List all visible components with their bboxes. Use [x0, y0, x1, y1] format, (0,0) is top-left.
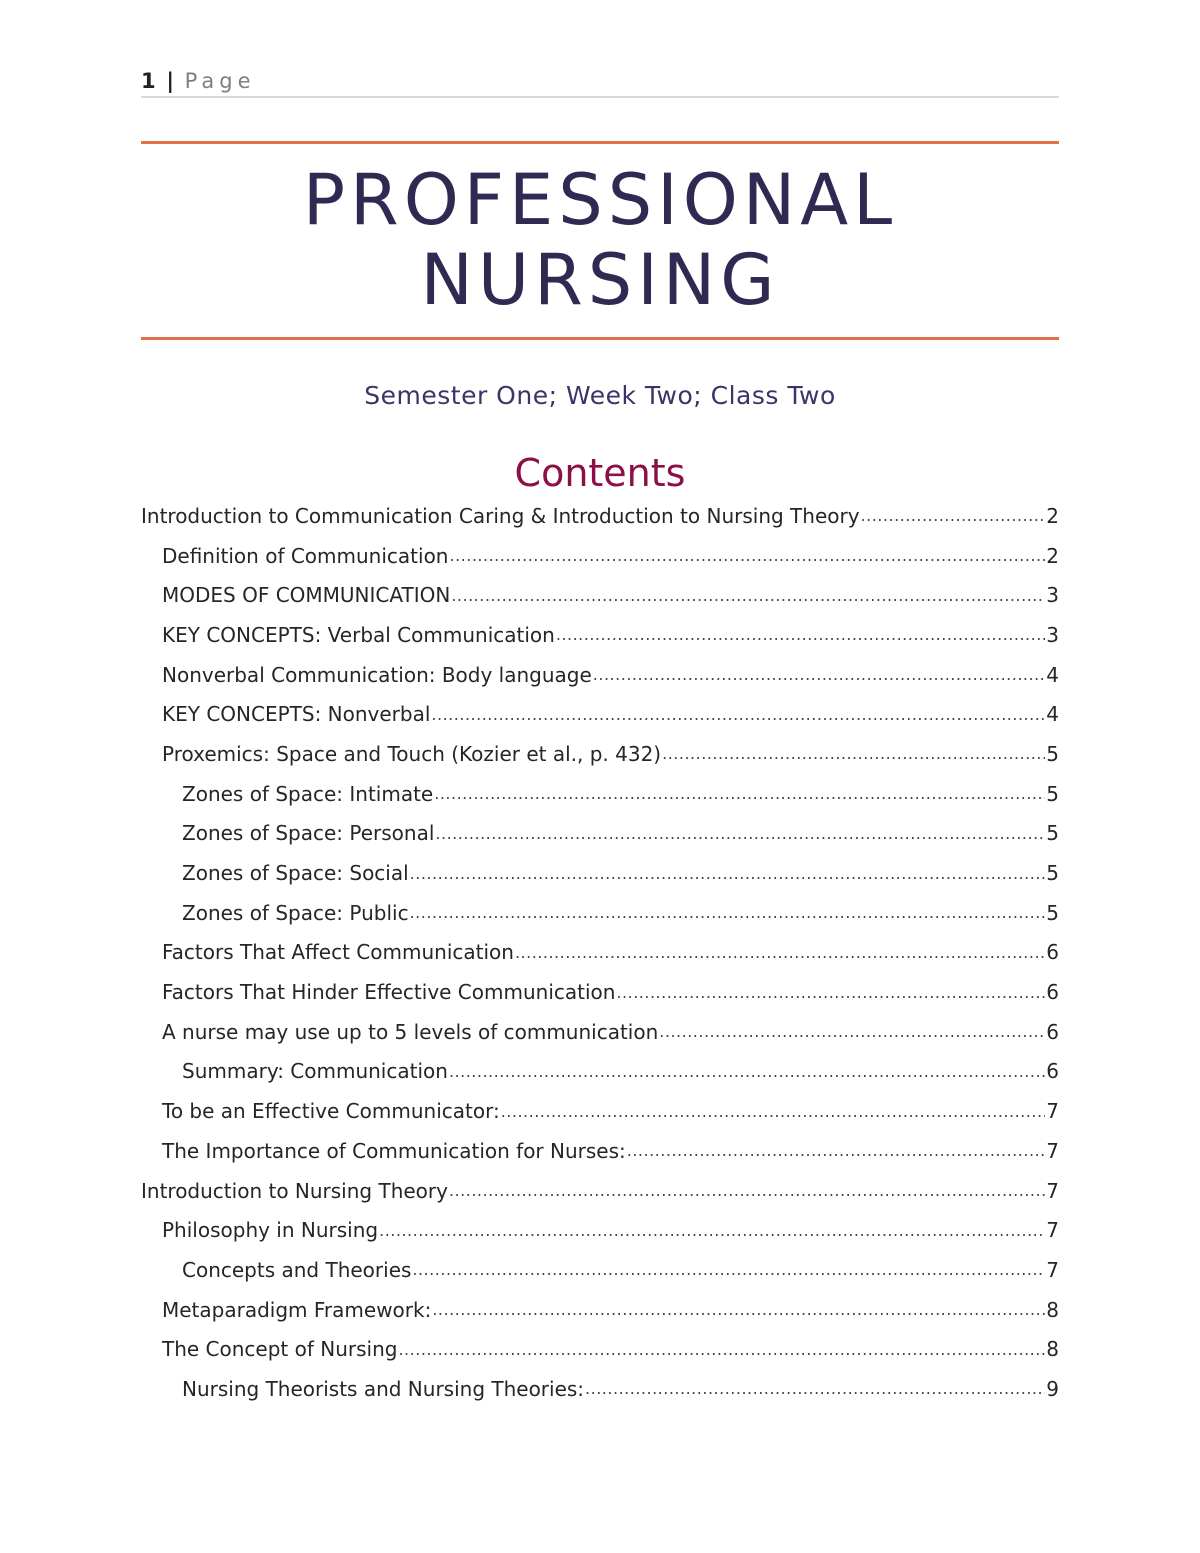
toc-entry-text[interactable]: Factors That Affect Communication [162, 940, 514, 965]
toc-entry-page[interactable]: 6 [1046, 940, 1059, 965]
toc-entry-text[interactable]: KEY CONCEPTS: Nonverbal [162, 702, 431, 727]
toc-entry-text[interactable]: Zones of Space: Personal [182, 821, 435, 846]
table-of-contents [141, 496, 1059, 1409]
toc-dot-leader [432, 1300, 1045, 1319]
toc-entry-text[interactable]: MODES OF COMMUNICATION [162, 583, 451, 608]
toc-dot-leader [410, 903, 1046, 922]
toc-entry-text[interactable]: Nonverbal Communication: Body language [162, 662, 592, 687]
toc-entry-text[interactable]: The Concept of Nursing [162, 1337, 398, 1362]
toc-entry[interactable] [141, 814, 1059, 854]
toc-entry-text[interactable]: Zones of Space: Public [182, 900, 409, 925]
toc-dot-leader [449, 546, 1045, 565]
toc-entry-page[interactable]: 7 [1046, 1218, 1059, 1243]
toc-dot-leader [515, 943, 1045, 962]
toc-entry-page[interactable]: 5 [1046, 861, 1059, 886]
page-header [141, 66, 1059, 98]
toc-entry-page[interactable]: 5 [1046, 900, 1059, 925]
toc-entry[interactable] [141, 1210, 1059, 1250]
toc-entry-page[interactable]: 6 [1046, 1019, 1059, 1044]
toc-entry[interactable] [141, 972, 1059, 1012]
toc-dot-leader [449, 1181, 1045, 1200]
toc-dot-leader [861, 506, 1046, 525]
toc-entry[interactable] [141, 1131, 1059, 1171]
toc-entry-page[interactable]: 9 [1046, 1376, 1059, 1401]
toc-dot-leader [434, 784, 1045, 803]
toc-entry-text[interactable]: Nursing Theorists and Nursing Theories: [182, 1376, 585, 1401]
page-word: Page [184, 69, 256, 93]
toc-entry-text[interactable]: Philosophy in Nursing [162, 1218, 379, 1243]
page-separator: | [166, 69, 174, 93]
toc-entry[interactable] [141, 575, 1059, 615]
toc-dot-leader [410, 864, 1046, 883]
toc-entry-page[interactable]: 2 [1046, 503, 1059, 528]
toc-entry-text[interactable]: Zones of Space: Intimate [182, 781, 434, 806]
toc-dot-leader [616, 983, 1045, 1002]
toc-entry-text[interactable]: Introduction to Communication Caring & Introduction to Nursing Theory [141, 503, 860, 528]
toc-entry[interactable] [141, 933, 1059, 973]
toc-entry[interactable] [141, 1052, 1059, 1092]
toc-entry[interactable] [141, 1171, 1059, 1211]
toc-entry-page[interactable]: 7 [1046, 1138, 1059, 1163]
toc-entry-page[interactable]: 6 [1046, 980, 1059, 1005]
toc-dot-leader [659, 1022, 1045, 1041]
toc-entry[interactable] [141, 1091, 1059, 1131]
toc-entry-page[interactable]: 7 [1046, 1178, 1059, 1203]
toc-dot-leader [593, 665, 1045, 684]
toc-dot-leader [501, 1102, 1046, 1121]
toc-dot-leader [398, 1340, 1045, 1359]
toc-entry-text[interactable]: Proxemics: Space and Touch (Kozier et al., p. 432) [162, 741, 662, 766]
toc-entry-text[interactable]: Zones of Space: Social [182, 861, 409, 886]
toc-entry-page[interactable]: 7 [1046, 1257, 1059, 1282]
toc-entry-page[interactable]: 6 [1046, 1059, 1059, 1084]
toc-entry-text[interactable]: Metaparadigm Framework: [162, 1297, 432, 1322]
toc-entry-page[interactable]: 7 [1046, 1099, 1059, 1124]
toc-entry[interactable] [141, 536, 1059, 576]
toc-dot-leader [431, 705, 1045, 724]
toc-entry[interactable] [141, 1012, 1059, 1052]
document-title [141, 160, 1059, 320]
toc-entry[interactable] [141, 1290, 1059, 1330]
title-line-2: NURSING [420, 239, 780, 321]
toc-entry-text[interactable]: Introduction to Nursing Theory [141, 1178, 448, 1203]
toc-dot-leader [435, 824, 1045, 843]
toc-dot-leader [662, 744, 1045, 763]
toc-entry[interactable] [141, 774, 1059, 814]
toc-entry-text[interactable]: Factors That Hinder Effective Communication [162, 980, 616, 1005]
toc-dot-leader [412, 1260, 1045, 1279]
toc-entry[interactable] [141, 853, 1059, 893]
toc-entry-page[interactable]: 8 [1046, 1337, 1059, 1362]
toc-entry-page[interactable]: 4 [1046, 662, 1059, 687]
toc-entry-text[interactable]: The Importance of Communication for Nurses: [162, 1138, 626, 1163]
toc-entry[interactable] [141, 893, 1059, 933]
toc-entry[interactable] [141, 1250, 1059, 1290]
toc-entry-page[interactable]: 5 [1046, 741, 1059, 766]
toc-entry[interactable] [141, 1329, 1059, 1369]
toc-entry-page[interactable]: 4 [1046, 702, 1059, 727]
toc-entry[interactable] [141, 496, 1059, 536]
toc-entry-text[interactable]: To be an Effective Communicator: [162, 1099, 500, 1124]
toc-entry-text[interactable]: Concepts and Theories [182, 1257, 412, 1282]
toc-dot-leader [379, 1221, 1045, 1240]
toc-entry[interactable] [141, 694, 1059, 734]
toc-entry-page[interactable]: 3 [1046, 622, 1059, 647]
title-line-1: PROFESSIONAL [302, 159, 898, 241]
toc-entry[interactable] [141, 734, 1059, 774]
document-subtitle: Semester One; Week Two; Class Two [364, 381, 836, 410]
toc-entry-text[interactable]: Summary: Communication [182, 1059, 448, 1084]
toc-entry-page[interactable]: 2 [1046, 543, 1059, 568]
toc-dot-leader [627, 1141, 1046, 1160]
toc-entry[interactable] [141, 1369, 1059, 1409]
toc-entry-text[interactable]: KEY CONCEPTS: Verbal Communication [162, 622, 555, 647]
toc-dot-leader [451, 586, 1045, 605]
toc-entry[interactable] [141, 615, 1059, 655]
toc-dot-leader [449, 1062, 1045, 1081]
toc-entry-page[interactable]: 5 [1046, 821, 1059, 846]
toc-entry-text[interactable]: Definition of Communication [162, 543, 449, 568]
title-top-rule [141, 141, 1059, 144]
toc-dot-leader [556, 625, 1045, 644]
toc-entry-text[interactable]: A nurse may use up to 5 levels of communication [162, 1019, 659, 1044]
toc-dot-leader [585, 1379, 1045, 1398]
title-bottom-rule [141, 337, 1059, 340]
page-number: 1 [141, 69, 156, 93]
toc-heading: Contents [514, 451, 686, 495]
toc-entry[interactable] [141, 655, 1059, 695]
toc-entry-page[interactable]: 8 [1046, 1297, 1059, 1322]
toc-entry-page[interactable]: 3 [1046, 583, 1059, 608]
toc-entry-page[interactable]: 5 [1046, 781, 1059, 806]
